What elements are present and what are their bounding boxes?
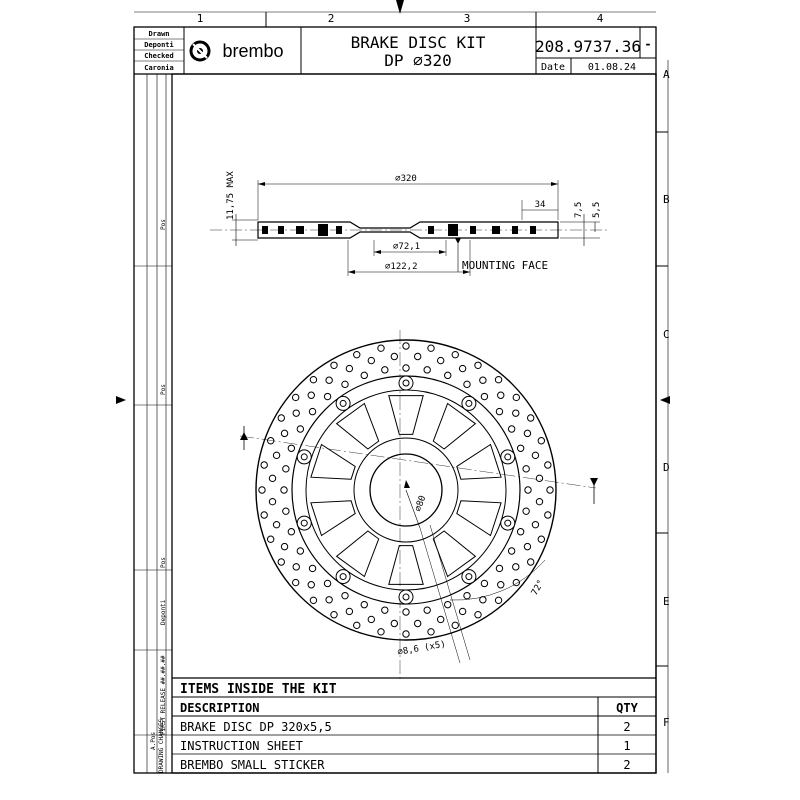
row-label: A	[663, 68, 670, 81]
role-drawn: Drawn	[148, 30, 170, 38]
rotor-hole	[475, 612, 481, 618]
rotor-hole	[324, 393, 330, 399]
rotor-hole	[523, 508, 529, 514]
rotor-hole	[310, 597, 316, 603]
dim-angle: 72°	[529, 578, 547, 598]
spoke-window	[389, 546, 423, 585]
rotor-hole	[513, 410, 519, 416]
rotor-hole	[495, 597, 501, 603]
rotor-hole	[308, 392, 314, 398]
rotor-hole	[538, 536, 544, 542]
rotor-hole	[308, 582, 314, 588]
brembo-logo	[191, 41, 284, 61]
rotor-hole	[267, 536, 273, 542]
dim-34: 34	[534, 200, 546, 210]
rotor-hole	[523, 466, 529, 472]
rotor-hole	[428, 345, 434, 351]
rotor-hole	[475, 362, 481, 368]
rotor-hole	[278, 415, 284, 421]
rotor-hole	[428, 629, 434, 635]
bobbin	[297, 516, 311, 530]
rotor-hole	[309, 565, 315, 571]
dim-122-2: ∅122,2	[385, 262, 418, 272]
rotor-hole	[496, 565, 502, 571]
spoke-window	[457, 501, 501, 536]
row-label: C	[663, 328, 670, 341]
bobbin	[462, 396, 476, 410]
rotor-hole	[281, 430, 287, 436]
kit-item-description: BRAKE DISC DP 320x5,5	[180, 720, 332, 734]
dim-5-5: 5,5	[592, 201, 602, 218]
strip-label: FIRST RELEASE ##.##.##	[160, 655, 167, 735]
rotor-hole	[464, 381, 470, 387]
rotor-hole	[414, 353, 420, 359]
column-label: 1	[196, 12, 204, 25]
spoke-window	[457, 445, 501, 480]
rotor-hole	[464, 592, 470, 598]
date-value: 01.08.24	[587, 62, 637, 73]
rotor-hole	[261, 462, 267, 468]
bobbin	[336, 570, 350, 584]
logo-text: brembo	[222, 41, 284, 61]
dim-holes: ∅8,6 (x5)	[396, 639, 447, 658]
strip-label: Deponti	[160, 599, 167, 625]
role-checked-name: Caronia	[144, 64, 174, 72]
kit-heading: ITEMS INSIDE THE KIT	[180, 682, 337, 697]
rotor-hole	[368, 357, 374, 363]
rotor-hole	[403, 609, 409, 615]
rotor-hole	[532, 521, 538, 527]
rotor-hole	[346, 608, 352, 614]
rotor-hole	[309, 408, 315, 414]
rotor-hole	[536, 475, 542, 481]
rotor-hole	[547, 487, 553, 493]
rotor-hole	[354, 622, 360, 628]
rotor-hole	[324, 580, 330, 586]
rotor-hole	[545, 462, 551, 468]
rotor-hole	[391, 620, 397, 626]
date-label: Date	[540, 62, 566, 73]
rotor-hole	[283, 508, 289, 514]
rotor-hole	[437, 616, 443, 622]
rotor-hole	[261, 512, 267, 518]
rotor-hole	[495, 376, 501, 382]
dim-80: ∅80	[413, 494, 429, 514]
row-label: E	[663, 595, 670, 608]
rotor-hole	[525, 487, 531, 493]
rotor-hole	[517, 529, 523, 535]
column-label: 2	[327, 12, 335, 25]
kit-item-qty: 1	[623, 739, 631, 753]
rotor-hole	[481, 580, 487, 586]
outer-frame	[134, 27, 656, 773]
bobbin	[462, 570, 476, 584]
rotor-hole	[403, 631, 409, 637]
drawing-title: BRAKE DISC KIT	[350, 33, 486, 52]
strip-label: A.Pos	[150, 731, 157, 750]
column-label: 4	[596, 12, 604, 25]
kit-item-qty: 2	[623, 758, 631, 772]
rotor-hole	[297, 426, 303, 432]
rotor-hole	[297, 548, 303, 554]
spoke-window	[311, 501, 355, 536]
rotor-hole	[378, 345, 384, 351]
rotor-hole	[424, 607, 430, 613]
row-label: D	[663, 461, 670, 474]
rotor-hole	[259, 487, 265, 493]
rotor-hole	[414, 620, 420, 626]
rotor-hole	[283, 466, 289, 472]
rotor-hole	[326, 377, 332, 383]
rotor-hole	[331, 612, 337, 618]
strip-label: Pos	[160, 557, 167, 568]
bobbin	[297, 450, 311, 464]
rotor-hole	[278, 559, 284, 565]
rotor-hole	[354, 351, 360, 357]
section-dimensions	[226, 171, 602, 272]
column-ruler	[134, 12, 656, 27]
rotor-hole	[459, 365, 465, 371]
bobbin	[399, 376, 413, 390]
bobbin	[501, 516, 515, 530]
rotor-hole	[378, 629, 384, 635]
spoke-window	[389, 396, 423, 435]
dim-diameter: ∅320	[395, 174, 417, 184]
rotor-hole	[342, 381, 348, 387]
rotor-hole	[536, 498, 542, 504]
rotor-hole	[292, 579, 298, 585]
rotor-hole	[508, 548, 514, 554]
revision: -	[644, 37, 652, 51]
dim-7-5: 7,5	[574, 201, 584, 218]
kit-table	[172, 678, 656, 773]
rotor-hole	[498, 582, 504, 588]
row-ruler	[656, 60, 670, 773]
center-mark-right	[660, 396, 670, 404]
title-block	[134, 27, 656, 74]
mounting-face-label: MOUNTING FACE	[462, 259, 549, 272]
rotor-hole	[445, 372, 451, 378]
rotor-hole	[281, 543, 287, 549]
column-label: 3	[463, 12, 471, 25]
rotor-hole	[528, 415, 534, 421]
bobbin	[336, 396, 350, 410]
rotor-hole	[288, 445, 294, 451]
rotor-hole	[269, 498, 275, 504]
kit-item-description: INSTRUCTION SHEET	[180, 739, 303, 753]
rotor-hole	[545, 512, 551, 518]
rotor-hole	[326, 597, 332, 603]
rotor-hole	[273, 521, 279, 527]
rotor-hole	[382, 367, 388, 373]
rotor-hole	[528, 559, 534, 565]
rotor-hole	[342, 592, 348, 598]
bobbin	[399, 590, 413, 604]
rotor-hole	[445, 601, 451, 607]
strip-label: Pos	[160, 384, 167, 395]
rotor-hole	[403, 343, 409, 349]
rotor-hole	[480, 377, 486, 383]
rotor-hole	[293, 564, 299, 570]
rotor-hole	[517, 445, 523, 451]
rotor-hole	[452, 622, 458, 628]
rotor-hole	[361, 372, 367, 378]
rotor-hole	[496, 408, 502, 414]
rotor-hole	[513, 394, 519, 400]
rotor-hole	[403, 365, 409, 371]
strip-label: DRAWING CHANGES	[158, 718, 165, 773]
rotor-hole	[310, 376, 316, 382]
rotor-hole	[273, 452, 279, 458]
rotor-hole	[459, 608, 465, 614]
rotor-hole	[452, 351, 458, 357]
rotor-hole	[368, 616, 374, 622]
role-drawn-name: Deponti	[144, 41, 174, 49]
revision-strip	[134, 74, 172, 773]
rotor-hole	[292, 394, 298, 400]
kit-col-description: DESCRIPTION	[180, 701, 260, 715]
rotor-hole	[346, 365, 352, 371]
rotor-hole	[524, 543, 530, 549]
row-label: B	[663, 193, 670, 206]
rotor-hole	[361, 601, 367, 607]
drawing-subtitle: DP ∅320	[384, 51, 452, 70]
strip-label: Pos	[160, 219, 167, 230]
rotor-hole	[269, 475, 275, 481]
rotor-hole	[532, 452, 538, 458]
rotor-hole	[524, 430, 530, 436]
role-checked: Checked	[144, 52, 174, 60]
rotor-hole	[498, 392, 504, 398]
rotor-hole	[331, 362, 337, 368]
kit-item-description: BREMBO SMALL STICKER	[180, 758, 325, 772]
bobbin	[501, 450, 515, 464]
kit-col-qty: QTY	[616, 701, 638, 715]
part-number: 208.9737.36	[535, 37, 641, 56]
rotor-hole	[281, 487, 287, 493]
dim-72-1: ∅72,1	[393, 242, 421, 252]
rotor-hole	[538, 438, 544, 444]
rotor-hole	[513, 564, 519, 570]
center-mark-left	[116, 396, 126, 404]
kit-item-qty: 2	[623, 720, 631, 734]
rotor-hole	[391, 353, 397, 359]
dim-thickness-max: 11,75 MAX	[226, 171, 236, 220]
rotor-hole	[382, 607, 388, 613]
rotor-hole	[481, 393, 487, 399]
rotor-hole	[424, 367, 430, 373]
rotor-hole	[288, 529, 294, 535]
rotor-hole	[293, 410, 299, 416]
row-label: F	[663, 716, 670, 729]
rotor-hole	[508, 426, 514, 432]
rotor-hole	[437, 357, 443, 363]
